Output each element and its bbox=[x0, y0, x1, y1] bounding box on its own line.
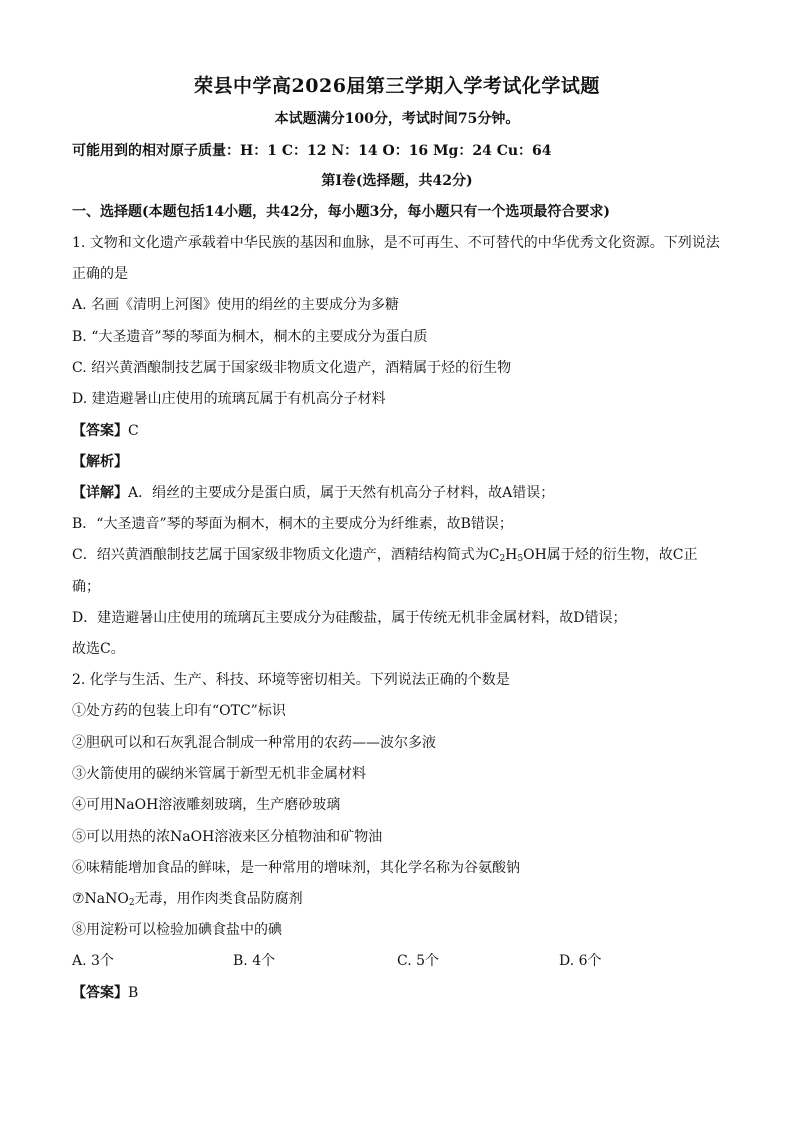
q2-item-6: ⑥味精能增加食品的鲜味，是一种常用的增味剂，其化学名称为谷氨酸钠 bbox=[72, 860, 520, 876]
part-heading: 一、选择题(本题包括14小题，共42分，每小题3分，每小题只有一个选项最符合要求) bbox=[72, 204, 610, 220]
q1-stem-line1: 1. 文物和文化遗产承载着中华民族的基因和血脉，是不可再生、不可替代的中华优秀文化资源。下列说法 bbox=[72, 235, 720, 251]
detail-a-text: A．绢丝的主要成分是蛋白质，属于天然有机高分子材料，故A错误； bbox=[128, 485, 555, 501]
analysis-tag: 【解析】 bbox=[72, 454, 128, 470]
q2-item-8: ⑧用淀粉可以检验加碘食盐中的碘 bbox=[72, 922, 282, 938]
detail-c-text: H bbox=[505, 547, 518, 563]
answer-tag: 【答案】 bbox=[72, 423, 128, 439]
subscript: 2 bbox=[499, 554, 506, 564]
q2-item-3: ③火箭使用的碳纳米管属于新型无机非金属材料 bbox=[72, 766, 366, 782]
q1-detail-c-line1 bbox=[72, 546, 734, 564]
q1-detail-b: B．“大圣遗音”琴的琴面为桐木，桐木的主要成分为纤维素，故B错误； bbox=[72, 516, 513, 532]
q2-item-5: ⑤可以用热的浓NaOH溶液来区分植物油和矿物油 bbox=[72, 829, 383, 845]
q2-item-2: ②胆矾可以和石灰乳混合制成一种常用的农药——波尔多液 bbox=[72, 735, 436, 751]
detail-tag: 【详解】 bbox=[72, 485, 128, 501]
item-7-text: 无毒，用作肉类食品防腐剂 bbox=[134, 891, 303, 907]
q2-option-d: D. 6个 bbox=[559, 953, 602, 969]
q2-stem: 2. 化学与生活、生产、科技、环境等密切相关。下列说法正确的个数是 bbox=[72, 672, 510, 688]
detail-c-text: C．绍兴黄酒酿制技艺属于国家级非物质文化遗产，酒精结构简式为C bbox=[72, 547, 500, 563]
q2-option-a: A. 3个 bbox=[72, 953, 114, 969]
exam-title: 荣县中学高2026届第三学期入学考试化学试题 bbox=[194, 75, 600, 97]
exam-subtitle: 本试题满分100分，考试时间75分钟。 bbox=[274, 111, 520, 127]
q1-stem-line2: 正确的是 bbox=[72, 266, 128, 282]
q1-option-d: D. 建造避暑山庄使用的琉璃瓦属于有机高分子材料 bbox=[72, 391, 386, 407]
q1-detail-d: D．建造避暑山庄使用的琉璃瓦主要成分为硅酸盐，属于传统无机非金属材料，故D错误； bbox=[72, 610, 627, 626]
answer-tag: 【答案】 bbox=[72, 985, 128, 1001]
q2-options bbox=[72, 952, 712, 970]
q2-item-1: ①处方药的包装上印有“OTC”标识 bbox=[72, 703, 286, 719]
detail-c-text: OH属于烃的衍生物，故C正 bbox=[523, 547, 698, 563]
q2-answer bbox=[72, 984, 734, 1002]
q1-analysis-tag bbox=[72, 453, 734, 471]
q2-item-7 bbox=[72, 890, 734, 908]
q1-option-a: A. 名画《清明上河图》使用的绢丝的主要成分为多糖 bbox=[72, 297, 400, 313]
subscript: 5 bbox=[517, 554, 524, 564]
subscript: 2 bbox=[128, 898, 135, 908]
q1-detail-c-line2: 确； bbox=[72, 579, 100, 595]
item-7-text: ⑦NaNO bbox=[72, 891, 129, 907]
section-title: 第I卷(选择题，共42分) bbox=[321, 173, 473, 189]
q1-answer bbox=[72, 422, 734, 440]
atomic-masses: 可能用到的相对原子质量：H：1 C：12 N：14 O：16 Mg：24 Cu：64 bbox=[72, 143, 552, 159]
answer-value: B bbox=[128, 985, 139, 1001]
q1-option-c: C. 绍兴黄酒酿制技艺属于国家级非物质文化遗产，酒精属于烃的衍生物 bbox=[72, 360, 512, 376]
q1-option-b: B. “大圣遗音”琴的琴面为桐木，桐木的主要成分为蛋白质 bbox=[72, 329, 428, 345]
q2-option-b: B. 4个 bbox=[233, 953, 276, 969]
q2-option-c: C. 5个 bbox=[397, 953, 440, 969]
q1-conclusion: 故选C。 bbox=[72, 641, 125, 657]
answer-value: C bbox=[128, 423, 139, 439]
q2-item-4: ④可用NaOH溶液雕刻玻璃，生产磨砂玻璃 bbox=[72, 797, 341, 813]
q1-detail-a bbox=[72, 484, 734, 502]
